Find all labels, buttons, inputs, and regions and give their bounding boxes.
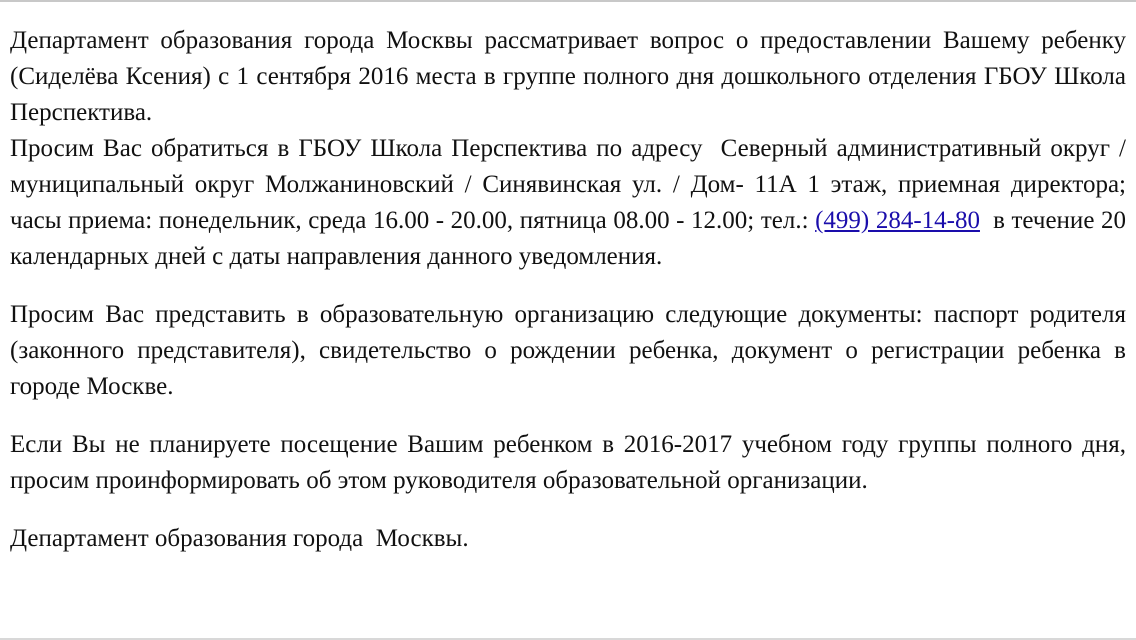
top-divider bbox=[0, 0, 1136, 2]
notice-signature: Департамент образования города Москвы. bbox=[10, 525, 469, 552]
notice-paragraph-contact bbox=[10, 131, 1133, 275]
notice-paragraph-refusal: Если Вы не планируете посещение Вашим ребенком в 2016-2017 учебном году группы полного дня, просим проинформировать об этом руководителя образовательной организации. bbox=[10, 431, 1126, 494]
notice-paragraph-offer: Департамент образования города Москвы рассматривает вопрос о предоставлении Вашему ребенку (Сиделёва Ксения) с 1 сентября 2016 места в группе полного дня дошкольного отделения ГБОУ Школа Перспектива. bbox=[10, 27, 1126, 126]
phone-link[interactable]: (499) 284-14-80 bbox=[815, 207, 980, 234]
notice-paragraph-documents: Просим Вас представить в образовательную организацию следующие документы: паспорт родителя (законного представителя), свидетельство о рождении ребенка, документ о регистрации ребенка в городе Москве. bbox=[10, 301, 1126, 400]
contact-text-before-phone: Просим Вас обратиться в ГБОУ Школа Перспектива по адресу Северный административный округ / муниципальный округ Молжаниновский / Синявинская ул. / Дом- 11А 1 этаж, приемная директора; часы приема: понедельник, среда 16.00 - 20.00, пятница 08.00 - 12.00; тел.: bbox=[10, 135, 1133, 234]
notice-body bbox=[10, 23, 1133, 557]
contact-text-after-phone: в течение 20 календарных дней с даты направления данного уведомления. bbox=[10, 207, 1133, 270]
